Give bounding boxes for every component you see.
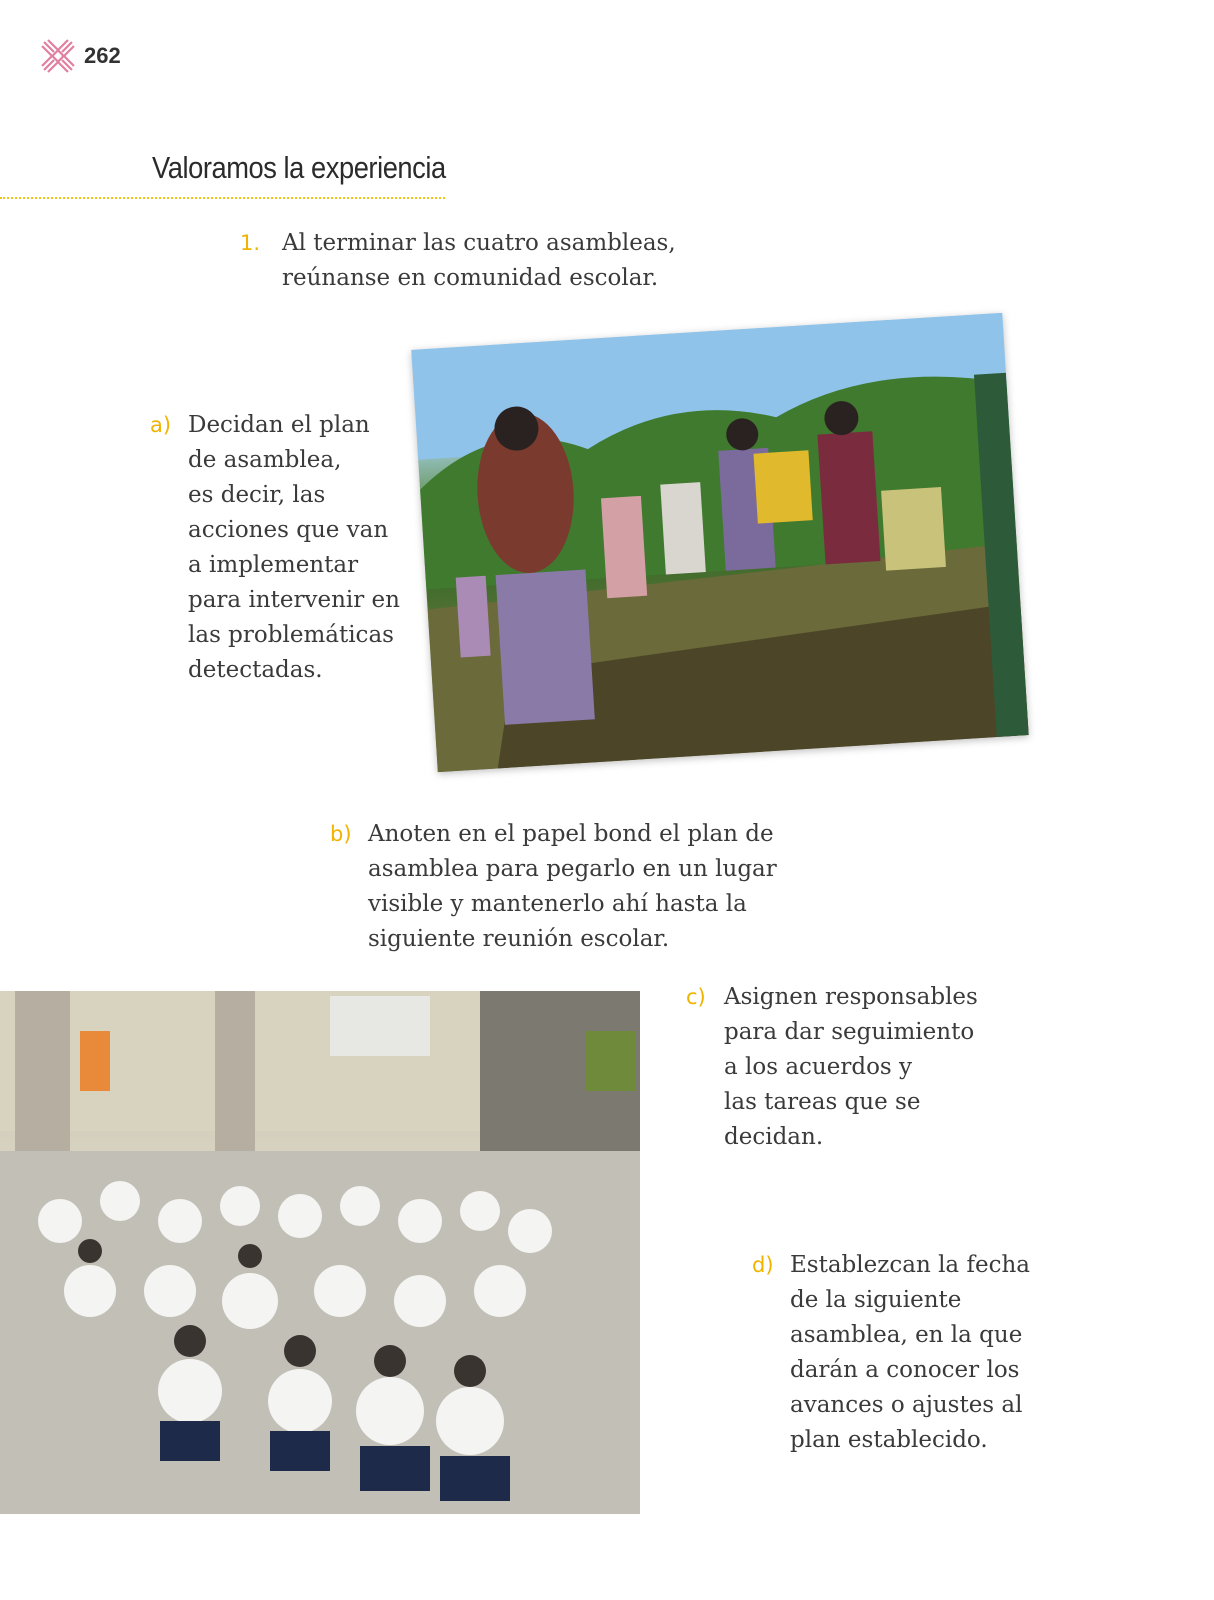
page-number: 262 [84, 43, 121, 68]
item-line: Asignen responsables [724, 984, 978, 1010]
item-line: Anoten en el papel bond el plan de [368, 821, 774, 847]
item-line: para dar seguimiento [724, 1019, 975, 1045]
community-assembly-photo [411, 313, 1028, 772]
item-line: detectadas. [188, 657, 323, 683]
item-letter: c) [686, 985, 706, 1009]
item-line: siguiente reunión escolar. [368, 926, 670, 952]
item-line: asamblea para pegarlo en un lugar [368, 856, 777, 882]
item-line: decidan. [724, 1124, 824, 1150]
item-line: de asamblea, [188, 447, 342, 473]
item-line: las problemáticas [188, 622, 394, 648]
item-line: acciones que van [188, 517, 389, 543]
decorative-star-icon [40, 38, 76, 74]
item-d [752, 1248, 1082, 1458]
item-letter: d) [752, 1253, 774, 1277]
item-line: darán a conocer los [790, 1357, 1020, 1383]
item-c [686, 980, 1016, 1155]
item-line: a implementar [188, 552, 359, 578]
section-title: Valoramos la experiencia [152, 150, 446, 185]
item-b [330, 817, 810, 957]
item-line: avances o ajustes al [790, 1392, 1023, 1418]
item-line: para intervenir en [188, 587, 400, 613]
item-line: visible y mantenerlo ahí hasta la [368, 891, 747, 917]
item-letter: b) [330, 822, 352, 846]
item-a [150, 408, 420, 688]
school-children-photo [0, 991, 640, 1514]
item-line: plan establecido. [790, 1427, 988, 1453]
item-line: las tareas que se [724, 1089, 921, 1115]
step-text: Al terminar las cuatro asambleas, reúnanse en comunidad escolar. [282, 230, 676, 291]
item-line: asamblea, en la que [790, 1322, 1023, 1348]
item-line: Decidan el plan [188, 412, 370, 438]
title-divider [0, 197, 445, 199]
item-line: Establezcan la fecha [790, 1252, 1030, 1278]
item-letter: a) [150, 413, 172, 437]
item-line: es decir, las [188, 482, 326, 508]
item-line: a los acuerdos y [724, 1054, 913, 1080]
step-number: 1. [240, 231, 261, 255]
page-header [40, 38, 121, 74]
step-1 [240, 226, 760, 296]
item-line: de la siguiente [790, 1287, 962, 1313]
